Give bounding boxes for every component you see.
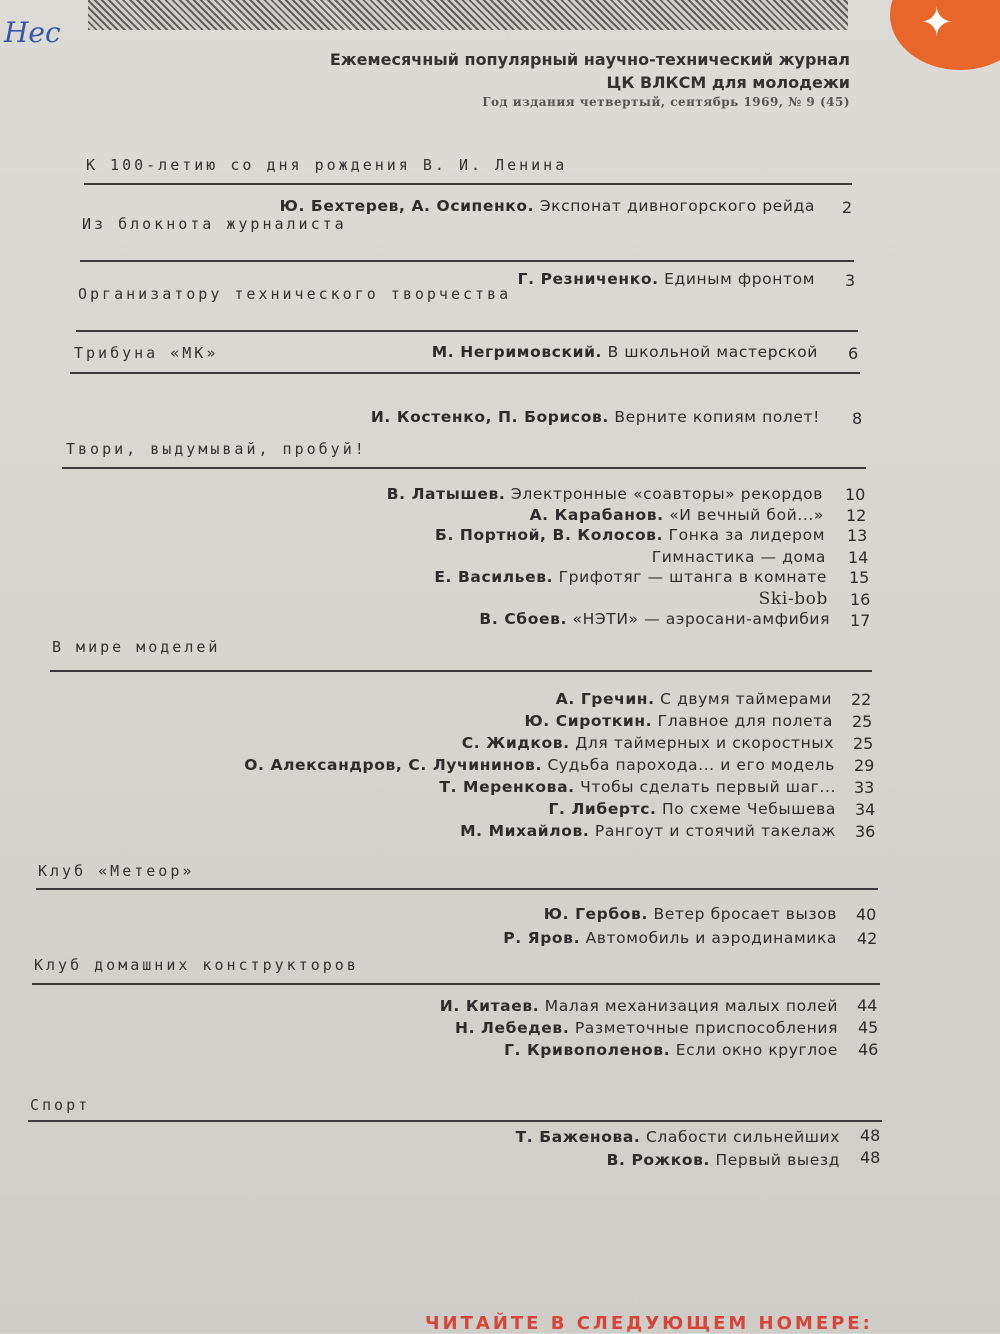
entry-author: Р. Яров.: [503, 929, 581, 947]
entry-title: Экспонат дивногорского рейда: [539, 197, 815, 215]
entry-page-number: 15: [849, 568, 870, 587]
entry-page-number: 16: [850, 590, 871, 609]
entry-page-number: 6: [848, 344, 859, 363]
entry-title: Для таймерных и скоростных: [575, 734, 834, 752]
entry-title: По схеме Чебышева: [662, 800, 836, 818]
toc-entry: [504, 1041, 838, 1059]
toc-entry: [434, 568, 827, 586]
entry-author: А. Гречин.: [555, 690, 655, 708]
entry-title: Верните копиям полет!: [614, 408, 820, 426]
entry-author: М. Негримовский.: [431, 343, 603, 361]
section-heading: Клуб «Метеор»: [38, 862, 195, 880]
entry-author: Т. Меренкова.: [439, 778, 575, 796]
section-heading: Трибуна «МК»: [74, 344, 219, 362]
entry-page-number: 44: [857, 996, 878, 1015]
section-rule: [32, 983, 880, 985]
entry-page-number: 48: [860, 1126, 881, 1145]
entry-title: Электронные «соавторы» рекордов: [510, 485, 823, 503]
entry-author: Г. Либертс.: [548, 800, 657, 818]
section-heading: Спорт: [30, 1096, 91, 1114]
entry-page-number: 29: [854, 756, 875, 775]
entry-title: Автомобиль и аэродинамика: [585, 929, 837, 947]
entry-page-number: 45: [858, 1018, 879, 1037]
entry-title: Главное для полета: [657, 712, 833, 730]
cover-pattern-band: [88, 0, 848, 30]
entry-title: Разметочные приспособления: [574, 1019, 838, 1037]
entry-title: Судьба парохода... и его модель: [547, 756, 835, 774]
entry-title: «И вечный бой...»: [669, 506, 824, 524]
entry-title: Слабости сильнейших: [645, 1128, 840, 1146]
masthead-line-1: Ежемесячный популярный научно-технический журнал: [329, 50, 850, 69]
entry-author: В. Сбоев.: [479, 610, 567, 628]
section-rule: [80, 260, 854, 262]
entry-title: Грифотяг — штанга в комнате: [558, 568, 827, 586]
entry-page-number: 25: [852, 712, 873, 731]
entry-author: Т. Баженова.: [515, 1128, 641, 1146]
toc-entry: [652, 548, 826, 566]
section-rule: [28, 1120, 882, 1122]
toc-entry: [439, 778, 836, 796]
entry-title: Гонка за лидером: [668, 526, 825, 544]
entry-page-number: 22: [851, 690, 872, 709]
entry-title: Гимнастика — дома: [651, 548, 826, 566]
toc-entry: [280, 197, 815, 215]
entry-page-number: 3: [845, 271, 856, 290]
entry-author: В. Латышев.: [386, 485, 506, 503]
entry-title: Чтобы сделать первый шаг...: [580, 778, 836, 796]
section-rule: [36, 888, 878, 890]
entry-page-number: 42: [857, 929, 878, 948]
toc-entry: [503, 929, 837, 947]
toc-entry: [440, 997, 838, 1015]
entry-page-number: 14: [848, 548, 869, 567]
entry-title: Ветер бросает вызов: [653, 905, 837, 923]
entry-author: И. Костенко, П. Борисов.: [370, 408, 609, 426]
section-heading: Клуб домашних конструкторов: [34, 956, 359, 974]
entry-author: В. Рожков.: [606, 1151, 710, 1169]
toc-entry: [549, 800, 837, 818]
toc-entry: [455, 1019, 838, 1037]
toc-entry: [525, 712, 834, 730]
entry-title: Рангоут и стоячий такелаж: [594, 822, 836, 840]
toc-entry: [371, 408, 820, 426]
entry-title: Если окно круглое: [675, 1041, 838, 1059]
entry-title: Первый выезд: [715, 1151, 840, 1169]
entry-page-number: 17: [850, 611, 871, 630]
toc-entry: [462, 734, 834, 752]
toc-entry: [518, 270, 815, 288]
toc-entry: [479, 610, 830, 628]
section-heading: Твори, выдумывай, пробуй!: [66, 440, 367, 458]
handwritten-note: Нес: [4, 16, 61, 49]
section-heading: В мире моделей: [52, 638, 221, 656]
section-heading: Из блокнота журналиста: [82, 215, 347, 233]
entry-page-number: 34: [855, 800, 876, 819]
section-rule: [62, 467, 866, 469]
entry-page-number: 8: [852, 409, 863, 428]
entry-author: Г. Резниченко.: [517, 270, 659, 288]
toc-entry: [607, 1151, 840, 1169]
entry-author: Н. Лебедев.: [455, 1019, 570, 1037]
entry-page-number: 25: [853, 734, 874, 753]
toc-entry: [544, 905, 837, 923]
entry-author: Е. Васильев.: [434, 568, 554, 586]
entry-title: Малая механизация малых полей: [544, 997, 838, 1015]
toc-entry: [530, 506, 824, 524]
entry-author: Ю. Бехтерев, А. Осипенко.: [279, 197, 535, 215]
toc-entry: [435, 526, 825, 544]
entry-title: Единым фронтом: [664, 270, 815, 288]
entry-page-number: 33: [854, 778, 875, 797]
section-rule: [84, 183, 852, 185]
entry-page-number: 40: [856, 905, 877, 924]
toc-entry: [387, 485, 823, 503]
entry-author: Ю. Сироткин.: [524, 712, 653, 730]
section-heading: Организатору технического творчества: [78, 285, 512, 303]
masthead: [150, 48, 850, 110]
entry-page-number: 13: [847, 526, 868, 545]
section-rule: [50, 670, 872, 672]
masthead-line-2: ЦК ВЛКСМ для молодежи: [606, 73, 850, 92]
entry-page-number: 12: [846, 506, 867, 525]
entry-title: «НЭТИ» — аэросани-амфибия: [572, 610, 830, 628]
toc-entry: [759, 589, 828, 609]
entry-page-number: 10: [845, 485, 866, 504]
section-rule: [76, 330, 858, 332]
toc-entry: [244, 756, 835, 774]
entry-title: В школьной мастерской: [607, 343, 818, 361]
entry-author: М. Михайлов.: [460, 822, 590, 840]
toc-entry: [432, 343, 818, 361]
section-rule: [70, 372, 860, 374]
masthead-issue-info: Год издания четвертый, сентябрь 1969, № 9 (45): [482, 95, 850, 109]
entry-title: С двумя таймерами: [660, 690, 832, 708]
entry-title: Ski-bob: [758, 589, 828, 609]
entry-page-number: 2: [842, 198, 853, 217]
entry-page-number: 48: [860, 1148, 881, 1167]
entry-author: С. Жидков.: [461, 734, 570, 752]
entry-page-number: 46: [858, 1040, 879, 1059]
toc-entry: [516, 1128, 840, 1146]
entry-author: Б. Портной, В. Колосов.: [435, 526, 664, 544]
section-heading: К 100-летию со дня рождения В. И. Ленина: [86, 156, 568, 174]
toc-entry: [556, 690, 832, 708]
entry-author: О. Александров, С. Лучининов.: [244, 756, 542, 774]
entry-author: А. Карабанов.: [529, 506, 664, 524]
entry-page-number: 36: [855, 822, 876, 841]
entry-author: Ю. Гербов.: [543, 905, 648, 923]
entry-author: И. Китаев.: [439, 997, 540, 1015]
next-issue-heading: ЧИТАЙТЕ В СЛЕДУЮЩЕМ НОМЕРЕ:: [425, 1313, 873, 1334]
entry-author: Г. Кривополенов.: [504, 1041, 671, 1059]
toc-entry: [460, 822, 836, 840]
